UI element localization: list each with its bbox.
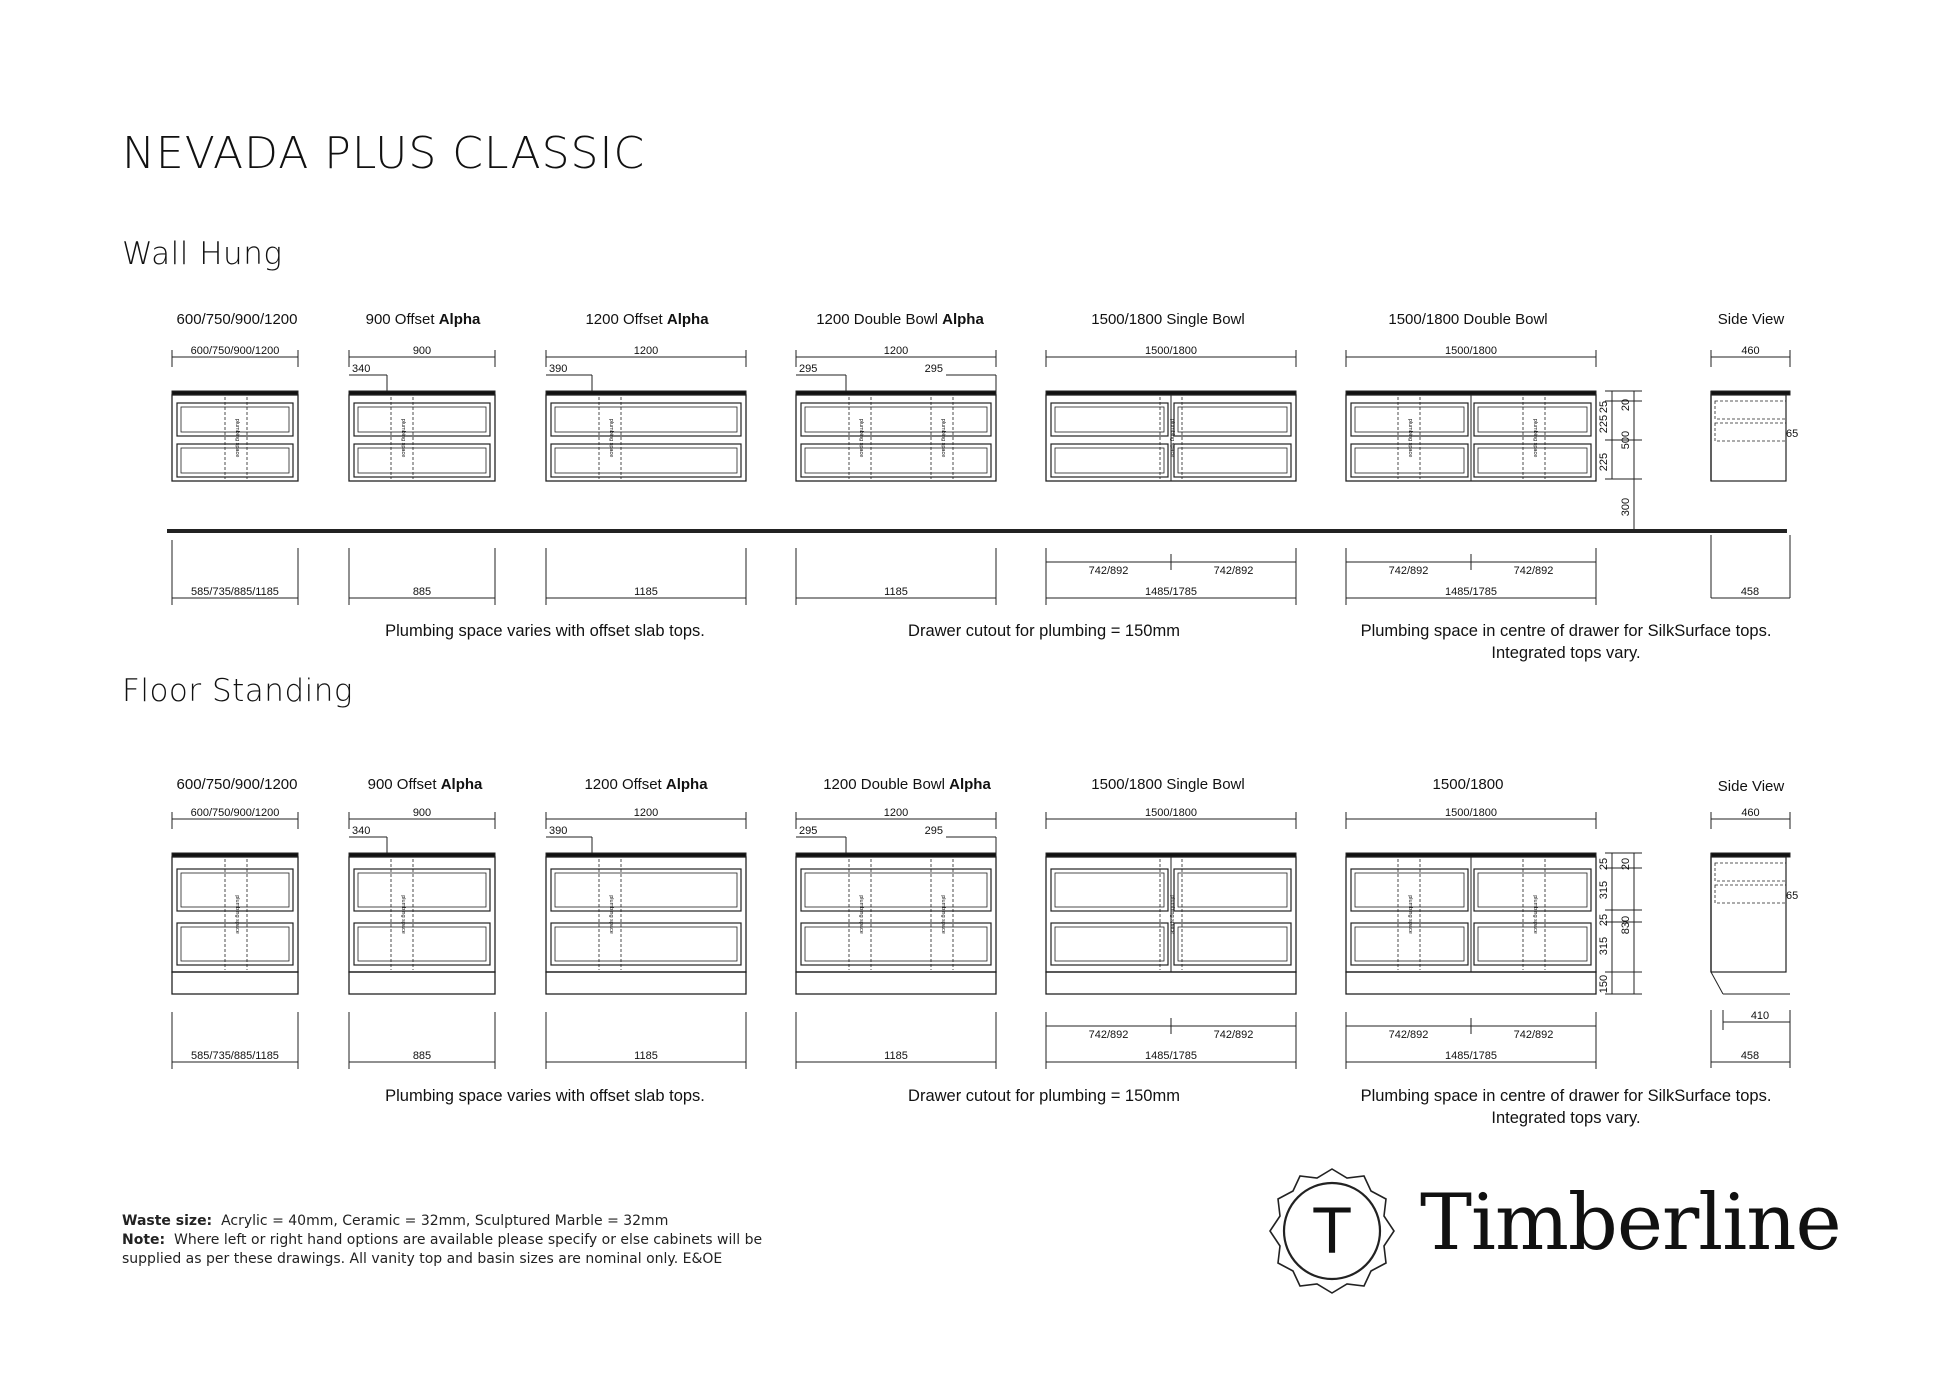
wall-caption-silksurface: Plumbing space in centre of drawer for SilkSurface tops. Integrated tops vary.	[1360, 622, 1772, 662]
drawer-panel-inset	[555, 448, 737, 473]
drawer-front	[1174, 869, 1291, 911]
drawer-front	[1051, 869, 1168, 911]
top-width-dimension: 1200	[633, 345, 659, 357]
wall-header-standard: 600/750/900/1200	[176, 311, 298, 328]
top-width-dimension: 1200	[633, 807, 659, 819]
half-width-label: 742/892	[1388, 1029, 1429, 1041]
drawer-front	[354, 869, 490, 911]
drawer-front	[551, 923, 741, 965]
drawer-panel-inset	[1055, 927, 1164, 961]
offset-dimension-label: 340	[352, 363, 371, 375]
drawer-front	[551, 444, 741, 477]
cabinet-body	[546, 395, 746, 481]
top-width-dimension: 600/750/900/1200	[190, 345, 280, 357]
drawer-front	[354, 923, 490, 965]
wall-header-1200-offset: 1200 Offset Alpha	[585, 311, 709, 328]
drawer-panel-inset	[1178, 407, 1287, 432]
top-width-dimension: 900	[412, 345, 432, 357]
top-width-dimension: 1200	[883, 345, 909, 357]
drawer-panel-inset	[358, 873, 486, 907]
side-view-body	[1711, 857, 1786, 972]
drawer-panel-inset	[555, 873, 737, 907]
top-width-dimension: 600/750/900/1200	[190, 807, 280, 819]
brand-name: Timberline	[1420, 1178, 1841, 1268]
plumbing-space-label: plumbing space	[234, 418, 240, 458]
bottom-width-dimension: 1185	[884, 586, 908, 598]
plumbing-space-label: plumbing space	[608, 895, 614, 934]
height-label: 25	[1598, 913, 1610, 927]
note-label: Note:	[122, 1232, 166, 1248]
wall-header-900-offset: 900 Offset Alpha	[365, 311, 481, 328]
cabinet-body	[796, 395, 996, 481]
brand-seal-logo	[1267, 1166, 1397, 1296]
cabinet-body	[546, 857, 746, 972]
waste-label: Waste size:	[122, 1213, 213, 1229]
cabinet-body	[349, 857, 495, 972]
drawer-front	[354, 403, 490, 436]
bottom-width-dimension: 1185	[884, 1050, 908, 1062]
half-width-label: 742/892	[1088, 1029, 1129, 1041]
height-label: 500	[1620, 430, 1632, 450]
height-label: 20	[1620, 398, 1632, 412]
height-label: 225	[1598, 452, 1610, 472]
bottom-width-dimension: 1485/1785	[1145, 1050, 1197, 1062]
side-view-bottom-label: 458	[1740, 1050, 1760, 1062]
note-text-continued: supplied as per these drawings. All vanity top and basin sizes are nominal only. E&OE	[122, 1251, 723, 1267]
floor-header-1200-offset: 1200 Offset Alpha	[584, 776, 708, 793]
plumbing-space-label: plumbing space	[1407, 895, 1413, 934]
drawer-panel-inset	[1055, 873, 1164, 907]
wall-caption-drawer-cutout: Drawer cutout for plumbing = 150mm	[908, 622, 1180, 640]
side-view-drawer	[1715, 423, 1786, 441]
side-view-drawer	[1715, 863, 1786, 881]
offset-dimension-label: 295	[799, 825, 818, 837]
drawer-panel-inset	[1055, 448, 1164, 473]
drawer-panel-inset	[555, 927, 737, 961]
offset-dimension-label: 295	[924, 363, 943, 375]
drawer-front	[801, 923, 991, 965]
top-width-dimension: 900	[412, 807, 432, 819]
drawer-panel-inset	[358, 448, 486, 473]
wall-caption-offset: Plumbing space varies with offset slab tops.	[385, 622, 705, 640]
floor-header-single-bowl: 1500/1800 Single Bowl	[1091, 776, 1245, 793]
section-heading-wall-hung: Wall Hung	[122, 236, 283, 272]
drawer-front	[354, 444, 490, 477]
offset-dimension-label: 340	[352, 825, 371, 837]
height-label: 225	[1598, 414, 1610, 434]
floor-header-standard: 600/750/900/1200	[176, 776, 298, 793]
top-width-dimension: 1500/1800	[1445, 345, 1497, 357]
bottom-width-dimension: 885	[412, 586, 432, 598]
plumbing-space-label: plumbing space	[234, 895, 240, 934]
plumbing-space-label: plumbing space	[1532, 895, 1538, 934]
height-label: 25	[1598, 400, 1610, 414]
floor-header-double-bowl-alpha: 1200 Double Bowl Alpha	[823, 776, 991, 793]
section-heading-floor-standing: Floor Standing	[122, 673, 353, 709]
top-width-dimension: 1500/1800	[1145, 345, 1197, 357]
side-view-bottom-label: 458	[1740, 586, 1760, 598]
drawer-front	[1051, 923, 1168, 965]
side-view-plinth-label: 410	[1750, 1010, 1770, 1022]
drawer-panel-inset	[1178, 873, 1287, 907]
floor-caption-silksurface: Plumbing space in centre of drawer for SilkSurface tops. Integrated tops vary.	[1360, 1087, 1772, 1127]
half-width-label: 742/892	[1513, 1029, 1554, 1041]
bottom-width-dimension: 585/735/885/1185	[191, 1050, 279, 1062]
floor-standing-drawings	[172, 807, 1798, 1069]
cabinet-body	[796, 857, 996, 972]
floor-header-1500-1800: 1500/1800	[1432, 776, 1504, 793]
note-text: Where left or right hand options are available please specify or else cabinets will be	[174, 1232, 763, 1248]
drawer-panel-inset	[358, 407, 486, 432]
drawer-front	[1174, 403, 1291, 436]
drawer-panel-inset	[805, 407, 987, 432]
wall-header-double-bowl-alpha: 1200 Double Bowl Alpha	[816, 311, 984, 328]
drawer-front	[801, 444, 991, 477]
plumbing-space-label: plumbing space	[400, 418, 406, 458]
drawer-panel-inset	[358, 927, 486, 961]
bottom-width-dimension: 1185	[634, 586, 658, 598]
drawer-panel-inset	[805, 873, 987, 907]
drawer-panel-inset	[555, 407, 737, 432]
page-title: NEVADA PLUS CLASSIC	[122, 128, 646, 179]
wall-header-side-view: Side View	[1717, 311, 1785, 328]
plinth	[349, 972, 495, 994]
half-width-label: 742/892	[1213, 1029, 1254, 1041]
side-view-inset-label: 65	[1786, 428, 1799, 440]
side-view-body	[1711, 395, 1786, 481]
drawer-front	[801, 403, 991, 436]
half-width-label: 742/892	[1213, 565, 1254, 577]
drawer-panel-inset	[805, 448, 987, 473]
bottom-width-dimension: 585/735/885/1185	[191, 586, 279, 598]
side-view-plinth-recess	[1711, 972, 1723, 994]
side-view-depth-dimension: 460	[1741, 807, 1760, 819]
plinth	[1346, 972, 1596, 994]
side-view-depth-dimension: 460	[1741, 345, 1760, 357]
plumbing-space-label: plumbing space	[608, 418, 614, 458]
bottom-width-dimension: 1185	[634, 1050, 658, 1062]
wall-header-double-bowl: 1500/1800 Double Bowl	[1388, 311, 1548, 328]
height-label: 20	[1620, 857, 1632, 871]
plinth	[172, 972, 298, 994]
drawer-panel-inset	[1178, 448, 1287, 473]
drawer-front	[551, 869, 741, 911]
cabinet-body	[349, 395, 495, 481]
top-width-dimension: 1500/1800	[1145, 807, 1197, 819]
plumbing-space-label: plumbing space	[1169, 895, 1175, 934]
wall-hung-drawings	[167, 345, 1798, 605]
offset-dimension-label: 390	[549, 825, 568, 837]
floor-caption-offset: Plumbing space varies with offset slab tops.	[385, 1087, 705, 1105]
plumbing-space-label: plumbing space	[1532, 418, 1538, 458]
drawer-front	[1051, 403, 1168, 436]
bottom-width-dimension: 1485/1785	[1445, 1050, 1497, 1062]
top-width-dimension: 1500/1800	[1445, 807, 1497, 819]
half-width-label: 742/892	[1088, 565, 1129, 577]
height-label: 150	[1598, 974, 1610, 994]
drawer-panel-inset	[805, 927, 987, 961]
side-view-drawer	[1715, 401, 1786, 419]
wall-header-single-bowl: 1500/1800 Single Bowl	[1091, 311, 1245, 328]
bottom-width-dimension: 1485/1785	[1145, 586, 1197, 598]
plumbing-space-label: plumbing space	[858, 895, 864, 934]
offset-dimension-label: 390	[549, 363, 568, 375]
side-view-top	[1711, 391, 1790, 395]
side-view-drawer	[1715, 885, 1786, 903]
plinth	[1046, 972, 1296, 994]
plinth	[546, 972, 746, 994]
height-label: 830	[1620, 915, 1632, 935]
drawer-front	[1174, 923, 1291, 965]
plumbing-space-label: plumbing space	[940, 895, 946, 934]
top-width-dimension: 1200	[883, 807, 909, 819]
drawer-front	[1174, 444, 1291, 477]
plumbing-space-label: plumbing space	[858, 418, 864, 458]
offset-dimension-label: 295	[799, 363, 818, 375]
half-width-label: 742/892	[1388, 565, 1429, 577]
waste-text: Acrylic = 40mm, Ceramic = 32mm, Sculptured Marble = 32mm	[221, 1213, 669, 1229]
height-label: 300	[1620, 497, 1632, 517]
height-label: 315	[1598, 936, 1610, 956]
bottom-width-dimension: 1485/1785	[1445, 586, 1497, 598]
height-label: 315	[1598, 880, 1610, 900]
floor-header-900-offset: 900 Offset Alpha	[367, 776, 483, 793]
plumbing-space-label: plumbing space	[400, 895, 406, 934]
drawer-front	[551, 403, 741, 436]
footer-notes	[122, 1212, 762, 1269]
plumbing-space-label: plumbing space	[940, 418, 946, 458]
plumbing-space-label: plumbing space	[1169, 418, 1175, 458]
drawer-panel-inset	[1055, 407, 1164, 432]
height-label: 25	[1598, 857, 1610, 871]
drawer-front	[801, 869, 991, 911]
brand-monogram: T	[1311, 1193, 1353, 1267]
drawer-front	[1051, 444, 1168, 477]
plumbing-space-label: plumbing space	[1407, 418, 1413, 458]
plinth	[796, 972, 996, 994]
drawer-panel-inset	[1178, 927, 1287, 961]
floor-caption-drawer-cutout: Drawer cutout for plumbing = 150mm	[908, 1087, 1180, 1105]
floor-header-side-view: Side View	[1717, 778, 1785, 795]
offset-dimension-label: 295	[924, 825, 943, 837]
half-width-label: 742/892	[1513, 565, 1554, 577]
bottom-width-dimension: 885	[412, 1050, 432, 1062]
side-view-inset-label: 65	[1786, 890, 1799, 902]
